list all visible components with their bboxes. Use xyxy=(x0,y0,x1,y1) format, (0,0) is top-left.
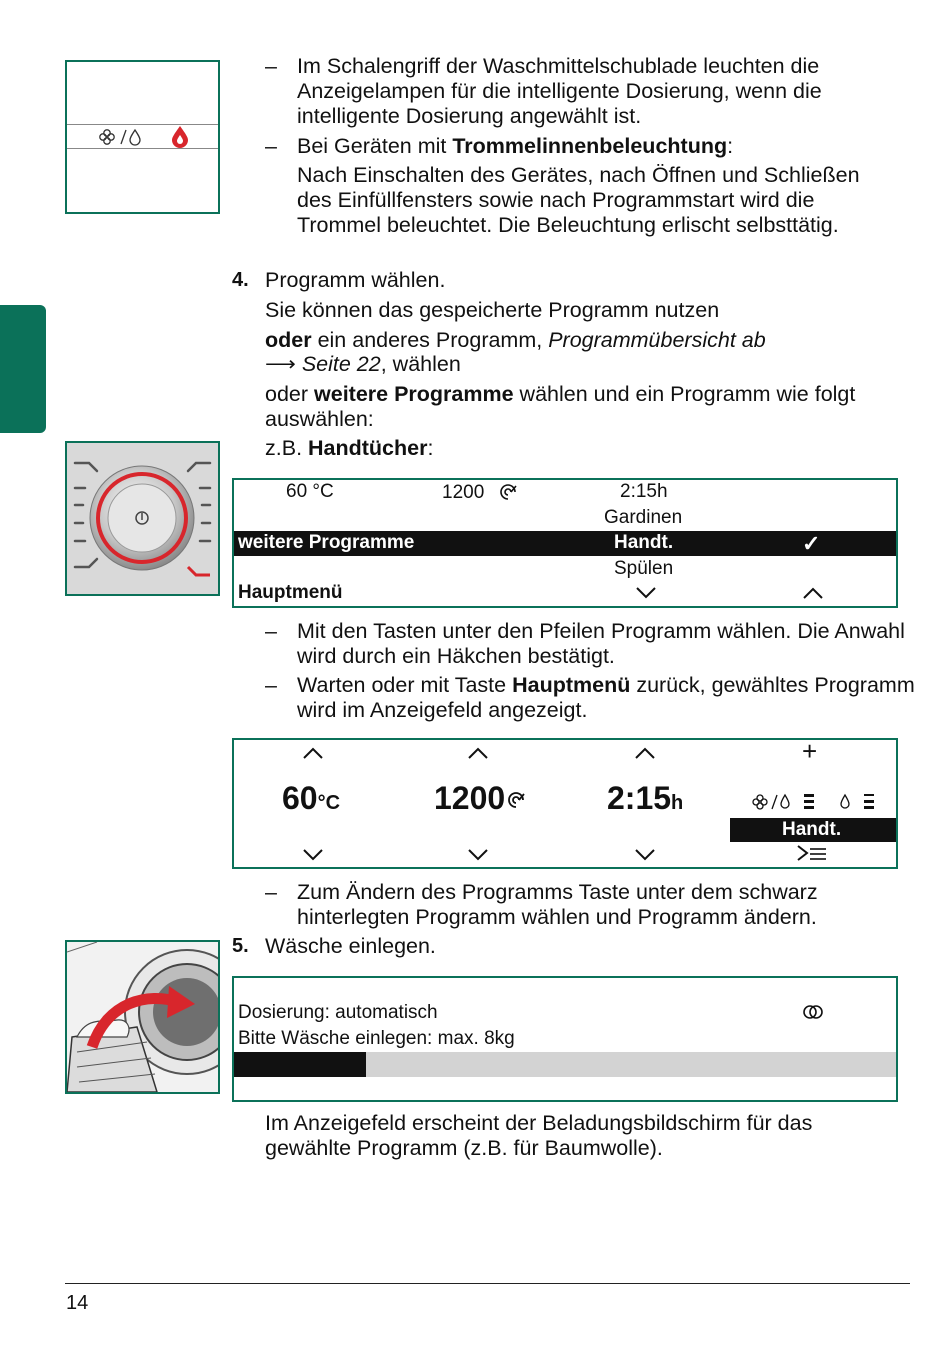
drum-light-detail: Nach Einschalten des Gerätes, nach Öffnen und Schließen des Einfüllfensters sowie nach Programmstart wird die Trommel beleuchtet. Die Beleuchtung erlischt selbsttätig. xyxy=(297,163,860,237)
dosing-status-text: Dosierung: automatisch xyxy=(238,1002,438,1023)
bullet-text-indicator-lamps: Im Schalengriff der Waschmittelschublade leuchten die Anzeigelampen für die intelligente Dosierung, wenn die intelligente Dosierung angewählt ist. xyxy=(297,54,822,128)
program-option-gardinen[interactable]: Gardinen xyxy=(604,507,683,528)
display-temperature: 60 °C xyxy=(286,481,334,502)
bullet-dash: – xyxy=(265,54,277,78)
page-number: 14 xyxy=(66,1292,89,1314)
step-number: 5. xyxy=(232,935,249,957)
dosing-indicator-figure xyxy=(65,60,220,214)
load-bar xyxy=(234,1052,896,1077)
temp-up-icon[interactable] xyxy=(302,746,324,760)
step-title: Programm wählen. xyxy=(265,268,446,292)
program-knob-figure xyxy=(65,441,220,596)
chapter-tab xyxy=(0,305,46,433)
checkmark-icon: ✓ xyxy=(802,531,821,556)
spin-down-icon[interactable] xyxy=(467,848,489,862)
chevron-down-icon[interactable] xyxy=(635,586,657,600)
time-up-icon[interactable] xyxy=(634,746,656,760)
spin-icon xyxy=(498,482,518,502)
load-laundry-figure xyxy=(65,940,220,1094)
step4-line4: oder weitere Programme wählen und ein Programm wie folgt auswählen: xyxy=(265,382,856,431)
bullet-text-drum-light: Bei Geräten mit Trommelinnenbeleuchtung: xyxy=(297,134,734,158)
spin-value: 1200 xyxy=(434,780,506,816)
spin-up-icon[interactable] xyxy=(467,746,489,760)
dosing-status-icon xyxy=(752,791,882,813)
knob-illustration xyxy=(67,443,218,594)
main-display xyxy=(232,738,898,869)
bullet-text-main-menu: Warten oder mit Taste Hauptmenü zurück, gewähltes Programm wird im Anzeigefeld angezeigt. xyxy=(297,673,915,722)
laundry-illustration xyxy=(67,942,218,1092)
auto-dosing-icon xyxy=(802,1002,824,1022)
temp-down-icon[interactable] xyxy=(302,848,324,862)
load-instruction-text: Bitte Wäsche einlegen: max. 8kg xyxy=(238,1028,515,1049)
time-down-icon[interactable] xyxy=(634,848,656,862)
program-selection-display xyxy=(232,478,898,608)
plus-icon[interactable]: + xyxy=(802,736,818,766)
more-programs-label: weitere Programme xyxy=(238,532,415,553)
program-option-handt[interactable]: Handt. xyxy=(614,532,674,553)
step4-line5: z.B. Handtücher: xyxy=(265,436,434,460)
bullet-text-arrow-keys: Mit den Tasten unter den Pfeilen Programm wählen. Die Anwahl wird durch ein Häkchen bestätigt. xyxy=(297,619,905,668)
load-display xyxy=(232,976,898,1102)
selected-program-row xyxy=(234,531,896,556)
bullet-dash: – xyxy=(265,673,277,697)
step-number: 4. xyxy=(232,269,249,291)
dosing-active-drop-icon xyxy=(168,124,192,150)
bullet-dash: – xyxy=(265,619,277,643)
program-badge[interactable] xyxy=(730,818,896,842)
display-spin: 1200 xyxy=(442,482,485,503)
bullet-dash: – xyxy=(265,880,277,904)
main-menu-label[interactable]: Hauptmenü xyxy=(238,582,343,603)
program-name: Handt. xyxy=(782,819,842,840)
display-time: 2:15h xyxy=(620,481,668,502)
step4-line3: ⟶ Seite 22, wählen xyxy=(265,352,461,376)
dosing-symbol-icon xyxy=(97,125,157,149)
load-bar-fill xyxy=(234,1052,366,1077)
time-value: 2:15h xyxy=(607,780,684,816)
closing-text: Im Anzeigefeld erscheint der Beladungsbildschirm für das gewählte Programm (z.B. für Baumwolle). xyxy=(265,1111,813,1160)
temperature-value: 60°C xyxy=(282,780,341,816)
footer-divider xyxy=(65,1283,910,1284)
step4-line2: oder ein anderes Programm, Programmübersicht ab xyxy=(265,328,766,352)
menu-list-icon[interactable] xyxy=(796,843,830,865)
bullet-dash: – xyxy=(265,134,277,158)
chevron-up-icon[interactable] xyxy=(802,586,824,600)
bullet-text-change-program: Zum Ändern des Programms Taste unter dem schwarz hinterlegten Programm wählen und Programm ändern. xyxy=(297,880,818,929)
step4-line1: Sie können das gespeicherte Programm nutzen xyxy=(265,298,720,322)
program-option-spuelen[interactable]: Spülen xyxy=(614,558,674,579)
spin-icon xyxy=(506,790,526,810)
step-title: Wäsche einlegen. xyxy=(265,934,436,958)
